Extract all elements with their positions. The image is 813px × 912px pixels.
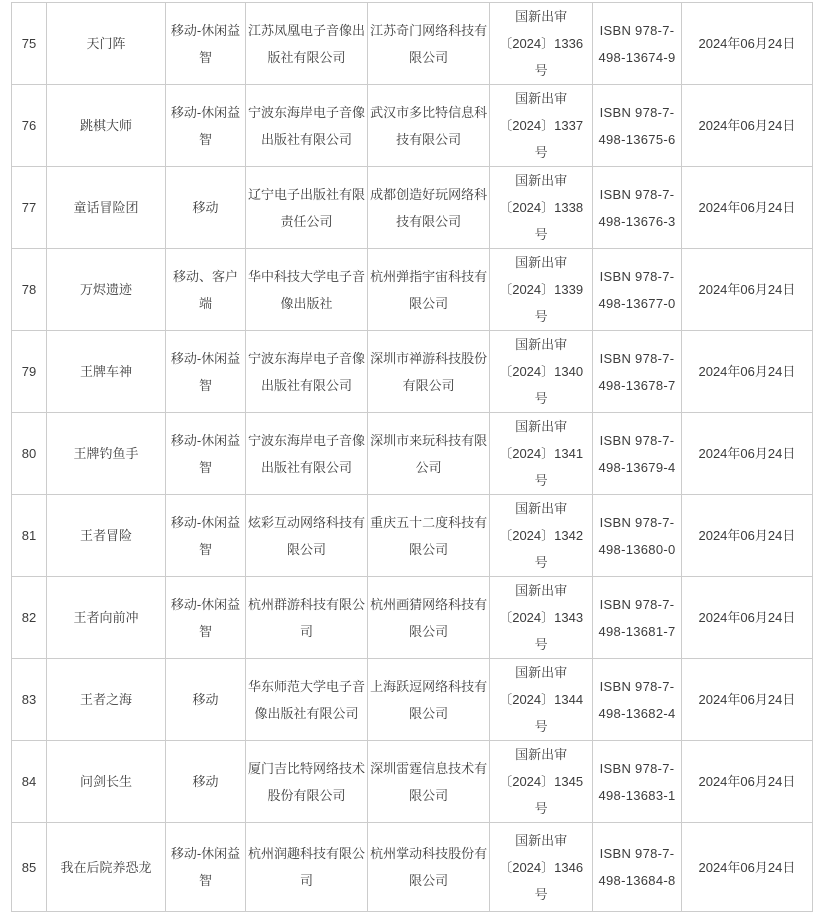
cell-line: 出版社有限公司 [261, 459, 353, 475]
cell-line: 限公司 [409, 295, 449, 311]
approval-number-cell [490, 331, 593, 413]
cell-line: 〔2024〕1346 [499, 859, 584, 875]
seq-cell: 85 [12, 823, 47, 912]
publisher-cell [246, 85, 368, 167]
cell-line: 限公司 [409, 705, 449, 721]
cell-line: 限公司 [409, 49, 449, 65]
cell-line: 〔2024〕1342 [499, 528, 584, 543]
date-cell: 2024年06月24日 [681, 85, 812, 167]
cell-line: 版社有限公司 [267, 49, 346, 65]
cell-line: 成都创造好玩网络科 [370, 186, 488, 202]
publisher-cell [246, 741, 368, 823]
cell-line: 号 [534, 63, 548, 78]
cell-line: 宁波东海岸电子音像 [248, 350, 366, 366]
seq-cell: 77 [12, 167, 47, 249]
cell-line: 国新出审 [515, 583, 568, 598]
publisher-cell [246, 167, 368, 249]
operator-cell [368, 577, 490, 659]
seq-cell: 83 [12, 659, 47, 741]
cell-line: ISBN 978-7- [599, 268, 675, 284]
publisher-cell [246, 413, 368, 495]
cell-line: 号 [534, 145, 548, 160]
seq-cell: 75 [12, 3, 47, 85]
game-name-cell: 我在后院养恐龙 [47, 823, 166, 912]
cell-line: 国新出审 [515, 665, 568, 680]
platform-cell: 移动 [166, 741, 246, 823]
table-row [12, 331, 813, 413]
cell-line: 宁波东海岸电子音像 [248, 432, 366, 448]
cell-line: 深圳市禅游科技股份 [370, 350, 488, 366]
cell-line: 限公司 [287, 541, 327, 557]
cell-line: ISBN 978-7- [599, 350, 675, 366]
isbn-cell [593, 577, 682, 659]
cell-line: 杭州画猜网络科技有 [370, 596, 488, 612]
cell-line: 华东师范大学电子音 [248, 678, 366, 694]
operator-cell [368, 331, 490, 413]
cell-line: 重庆五十二度科技有 [370, 514, 488, 530]
cell-line: 〔2024〕1343 [499, 610, 584, 625]
cell-line: ISBN 978-7- [599, 514, 675, 530]
cell-line: 限公司 [409, 787, 449, 803]
date-cell: 2024年06月24日 [681, 249, 812, 331]
date-cell: 2024年06月24日 [681, 167, 812, 249]
cell-line: 号 [534, 391, 548, 406]
isbn-cell [593, 85, 682, 167]
publisher-cell [246, 577, 368, 659]
table-row [12, 249, 813, 331]
table-body [12, 3, 813, 912]
cell-line: ISBN 978-7- [599, 678, 675, 694]
cell-line: 责任公司 [280, 213, 333, 229]
cell-line: 498-13682-4 [598, 705, 676, 721]
operator-cell [368, 495, 490, 577]
approval-number-cell [490, 167, 593, 249]
cell-line: 辽宁电子出版社有限 [248, 186, 366, 202]
cell-line: 武汉市多比特信息科 [370, 104, 488, 120]
cell-line: 华中科技大学电子音 [248, 268, 366, 284]
platform-cell: 移动-休闲益智 [166, 413, 246, 495]
cell-line: 像出版社 [280, 295, 333, 311]
operator-cell [368, 823, 490, 912]
seq-cell: 84 [12, 741, 47, 823]
platform-cell: 移动、客户端 [166, 249, 246, 331]
cell-line: 出版社有限公司 [261, 131, 353, 147]
cell-line: 深圳雷霆信息技术有 [370, 760, 488, 776]
cell-line: 杭州润趣科技有限公 [248, 846, 366, 861]
date-cell: 2024年06月24日 [681, 495, 812, 577]
date-cell: 2024年06月24日 [681, 741, 812, 823]
platform-cell: 移动-休闲益智 [166, 331, 246, 413]
approval-number-cell [490, 249, 593, 331]
cell-line: 限公司 [409, 623, 449, 639]
cell-line: 〔2024〕1339 [499, 282, 584, 297]
seq-cell: 82 [12, 577, 47, 659]
cell-line: 号 [534, 637, 548, 652]
operator-cell [368, 249, 490, 331]
cell-line: 像出版社有限公司 [254, 705, 359, 721]
table-row [12, 413, 813, 495]
approval-number-cell [490, 741, 593, 823]
date-cell: 2024年06月24日 [681, 577, 812, 659]
cell-line: 498-13677-0 [598, 295, 676, 311]
publisher-cell [246, 331, 368, 413]
table-row [12, 823, 813, 912]
cell-line: 国新出审 [515, 173, 568, 188]
approval-number-cell [490, 3, 593, 85]
cell-line: 炫彩互动网络科技有 [248, 514, 366, 530]
cell-line: 〔2024〕1345 [499, 774, 584, 789]
game-name-cell: 童话冒险团 [47, 167, 166, 249]
cell-line: 498-13676-3 [598, 213, 676, 229]
cell-line: 〔2024〕1341 [499, 446, 584, 461]
date-cell: 2024年06月24日 [681, 331, 812, 413]
cell-line: 号 [534, 886, 548, 902]
isbn-cell [593, 3, 682, 85]
cell-line: 司 [300, 873, 314, 888]
approval-number-cell [490, 85, 593, 167]
cell-line: 498-13679-4 [598, 459, 676, 475]
cell-line: 国新出审 [515, 9, 568, 24]
cell-line: 号 [534, 801, 548, 816]
cell-line: 498-13674-9 [598, 49, 676, 65]
isbn-cell [593, 331, 682, 413]
publisher-cell [246, 495, 368, 577]
platform-cell: 移动-休闲益智 [166, 577, 246, 659]
cell-line: ISBN 978-7- [599, 186, 675, 202]
publisher-cell [246, 823, 368, 912]
table-row [12, 659, 813, 741]
cell-line: 国新出审 [515, 91, 568, 106]
cell-line: 杭州掌动科技股份有 [370, 846, 488, 861]
date-cell: 2024年06月24日 [681, 413, 812, 495]
isbn-cell [593, 823, 682, 912]
approval-number-cell [490, 659, 593, 741]
cell-line: 号 [534, 227, 548, 242]
cell-line: 498-13684-8 [598, 873, 676, 888]
operator-cell [368, 85, 490, 167]
seq-cell: 78 [12, 249, 47, 331]
cell-line: ISBN 978-7- [599, 22, 675, 38]
isbn-cell [593, 659, 682, 741]
cell-line: ISBN 978-7- [599, 760, 675, 776]
platform-cell: 移动-休闲益智 [166, 823, 246, 912]
cell-line: 国新出审 [515, 501, 568, 516]
game-name-cell: 王者冒险 [47, 495, 166, 577]
table-row [12, 167, 813, 249]
cell-line: ISBN 978-7- [599, 104, 675, 120]
cell-line: 杭州弹指宇宙科技有 [370, 268, 488, 284]
cell-line: ISBN 978-7- [599, 596, 675, 612]
cell-line: 国新出审 [515, 832, 568, 848]
date-cell: 2024年06月24日 [681, 3, 812, 85]
cell-line: 厦门吉比特网络技术 [248, 760, 366, 776]
isbn-cell [593, 413, 682, 495]
publisher-cell [246, 659, 368, 741]
table-row [12, 495, 813, 577]
operator-cell [368, 167, 490, 249]
cell-line: 〔2024〕1338 [499, 200, 584, 215]
cell-line: 限公司 [409, 541, 449, 557]
isbn-cell [593, 167, 682, 249]
cell-line: 498-13681-7 [598, 623, 676, 639]
cell-line: 〔2024〕1344 [499, 692, 584, 707]
operator-cell [368, 3, 490, 85]
cell-line: 国新出审 [515, 255, 568, 270]
cell-line: 国新出审 [515, 419, 568, 434]
game-name-cell: 问剑长生 [47, 741, 166, 823]
seq-cell: 81 [12, 495, 47, 577]
platform-cell: 移动-休闲益智 [166, 495, 246, 577]
platform-cell: 移动 [166, 659, 246, 741]
approval-number-cell [490, 413, 593, 495]
isbn-cell [593, 249, 682, 331]
game-name-cell: 天门阵 [47, 3, 166, 85]
date-cell: 2024年06月24日 [681, 823, 812, 912]
game-name-cell: 万烬遗迹 [47, 249, 166, 331]
cell-line: 司 [300, 623, 314, 639]
cell-line: 杭州群游科技有限公 [248, 596, 366, 612]
isbn-cell [593, 741, 682, 823]
cell-line: 国新出审 [515, 337, 568, 352]
publisher-cell [246, 249, 368, 331]
date-cell: 2024年06月24日 [681, 659, 812, 741]
cell-line: 江苏奇门网络科技有 [370, 22, 488, 38]
cell-line: ISBN 978-7- [599, 432, 675, 448]
cell-line: 公司 [415, 459, 442, 475]
cell-line: 〔2024〕1340 [499, 364, 584, 379]
platform-cell: 移动-休闲益智 [166, 85, 246, 167]
cell-line: ISBN 978-7- [599, 846, 675, 861]
platform-cell: 移动-休闲益智 [166, 3, 246, 85]
operator-cell [368, 741, 490, 823]
game-approval-table [11, 2, 813, 912]
isbn-cell [593, 495, 682, 577]
cell-line: 国新出审 [515, 747, 568, 762]
cell-line: 上海跃逗网络科技有 [370, 678, 488, 694]
cell-line: 股份有限公司 [267, 787, 346, 803]
cell-line: 宁波东海岸电子音像 [248, 104, 366, 120]
cell-line: 498-13678-7 [598, 377, 676, 393]
seq-cell: 76 [12, 85, 47, 167]
seq-cell: 79 [12, 331, 47, 413]
operator-cell [368, 413, 490, 495]
cell-line: 498-13680-0 [598, 541, 676, 557]
table-row [12, 85, 813, 167]
cell-line: 〔2024〕1337 [499, 118, 584, 133]
cell-line: 498-13675-6 [598, 131, 676, 147]
cell-line: 限公司 [409, 873, 449, 888]
approval-number-cell [490, 577, 593, 659]
cell-line: 号 [534, 555, 548, 570]
seq-cell: 80 [12, 413, 47, 495]
game-name-cell: 王者之海 [47, 659, 166, 741]
approval-number-cell [490, 495, 593, 577]
cell-line: 有限公司 [402, 377, 455, 393]
table-row [12, 3, 813, 85]
platform-cell: 移动 [166, 167, 246, 249]
cell-line: 出版社有限公司 [261, 377, 353, 393]
cell-line: 江苏凤凰电子音像出 [248, 22, 366, 38]
cell-line: 号 [534, 719, 548, 734]
game-name-cell: 王者向前冲 [47, 577, 166, 659]
cell-line: 〔2024〕1336 [499, 36, 584, 51]
approval-number-cell [490, 823, 593, 912]
cell-line: 深圳市来玩科技有限 [370, 432, 488, 448]
table-row [12, 741, 813, 823]
cell-line: 498-13683-1 [598, 787, 676, 803]
game-name-cell: 王牌钓鱼手 [47, 413, 166, 495]
operator-cell [368, 659, 490, 741]
cell-line: 技有限公司 [396, 213, 462, 229]
cell-line: 号 [534, 473, 548, 488]
cell-line: 技有限公司 [396, 131, 462, 147]
game-name-cell: 跳棋大师 [47, 85, 166, 167]
cell-line: 号 [534, 309, 548, 324]
game-name-cell: 王牌车神 [47, 331, 166, 413]
publisher-cell [246, 3, 368, 85]
table-row [12, 577, 813, 659]
